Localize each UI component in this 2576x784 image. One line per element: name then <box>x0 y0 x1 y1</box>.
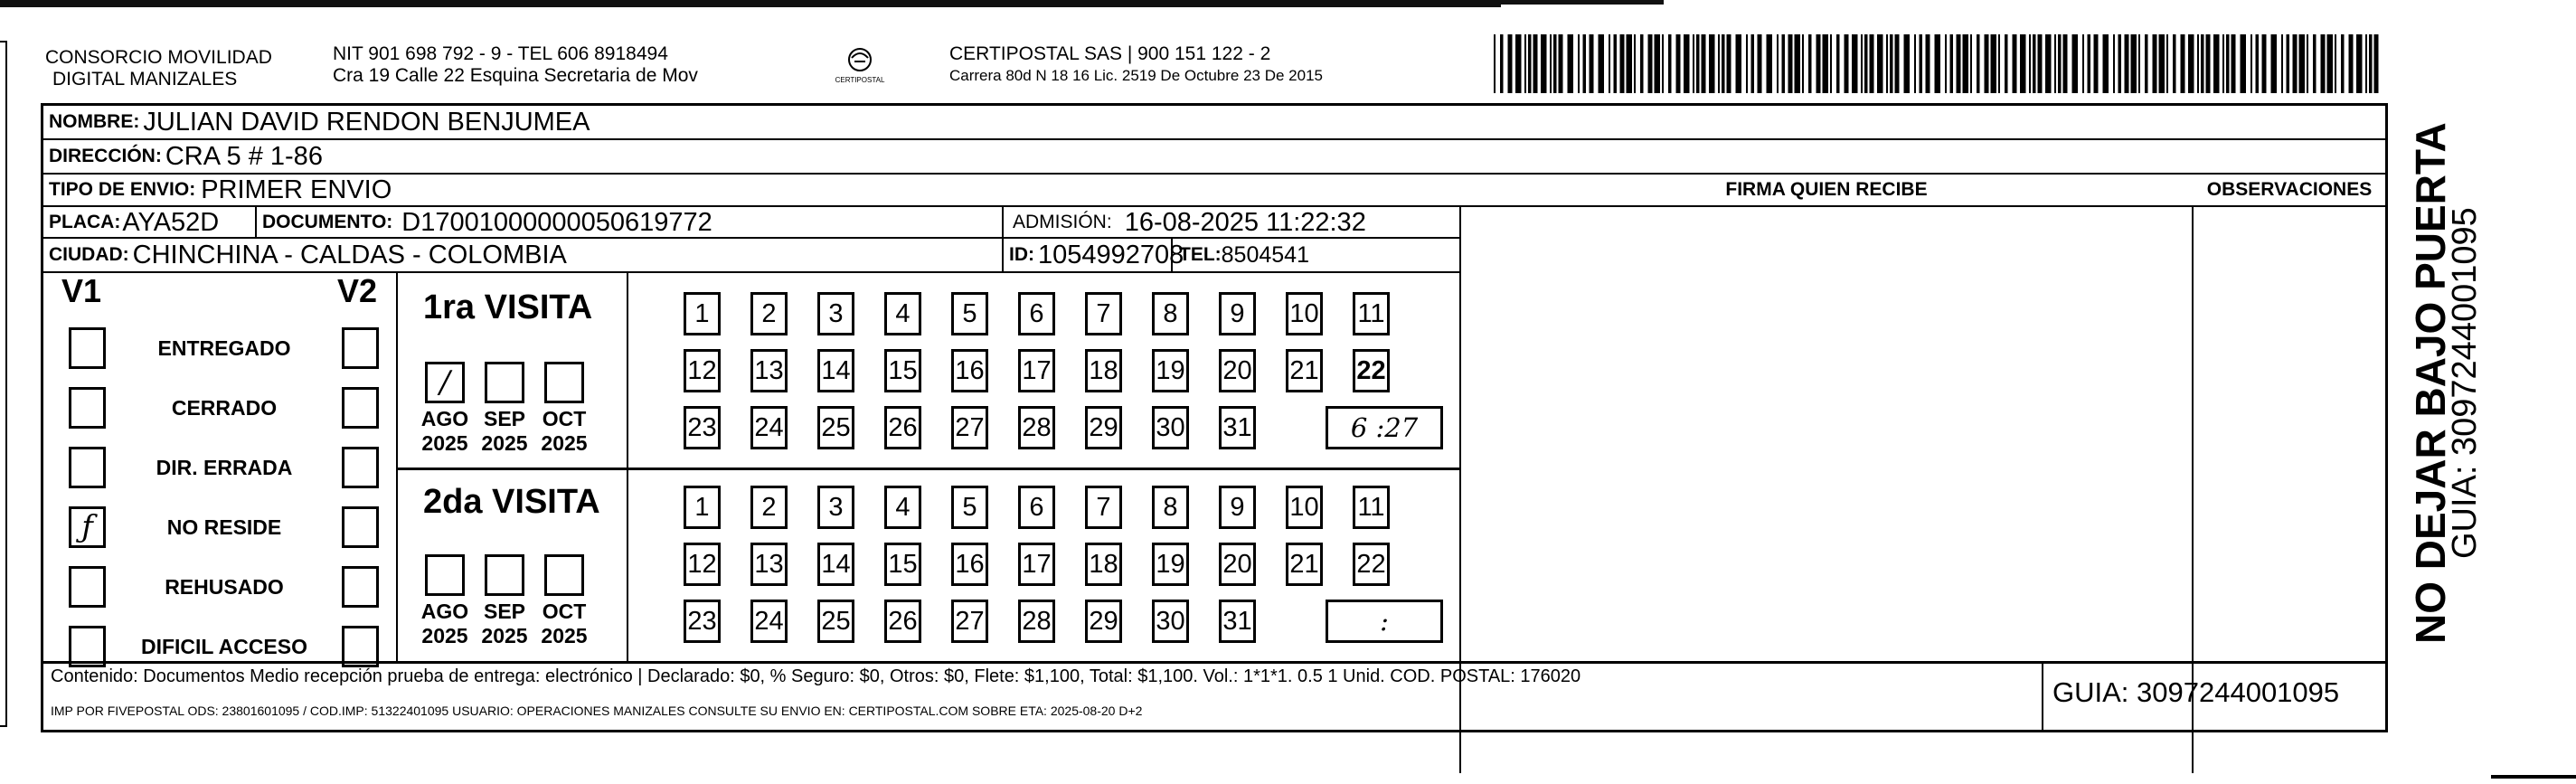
visit1-day-box: 14 <box>817 349 854 392</box>
barcode-bar <box>1599 34 1605 93</box>
visit1-month-name: SEP <box>483 407 526 430</box>
admision-label: ADMISIÓN: <box>1013 212 1112 232</box>
barcode-bar <box>1668 34 1672 93</box>
visit2-day-box: 23 <box>684 600 721 643</box>
status-label: ENTREGADO <box>157 336 291 360</box>
side-guia: GUIA: 3097244001095 <box>2446 207 2484 559</box>
barcode-bar <box>1718 34 1720 93</box>
footer-contenido: Contenido: Documentos Medio recepción prueba de entrega: electrónico | Declarado: $0, % Seguro: $0, Otros: $0, Flete: $1,100, Total: $1,100. Vol.: 1*1*1. 0.5 1 Unid. COD. POSTAL: 176020 <box>51 666 1581 686</box>
nombre-row <box>49 106 590 138</box>
visit2-day-box: 22 <box>1353 543 1390 586</box>
visit1-day-box: 28 <box>1018 406 1055 449</box>
visit1-month-label <box>533 407 596 456</box>
barcode-bar <box>2138 34 2140 93</box>
visit2-day-box: 18 <box>1085 543 1122 586</box>
direccion-value: CRA 5 # 1-86 <box>165 141 323 171</box>
barcode-bar <box>2173 34 2176 93</box>
v2-checkbox <box>342 327 379 369</box>
visit2-day-box: 17 <box>1018 543 1055 586</box>
visit2-day-box: 25 <box>817 600 854 643</box>
footer-box <box>41 664 2388 732</box>
barcode-bar <box>1795 34 1801 93</box>
visit1-day-box: 23 <box>684 406 721 449</box>
visit2-title: 2da VISITA <box>423 483 600 521</box>
visit2-day-box: 27 <box>951 600 988 643</box>
visit1-day-box: 19 <box>1152 349 1189 392</box>
barcode-bar <box>1970 34 1972 93</box>
visit2-day-box: 7 <box>1085 486 1122 529</box>
barcode-bar <box>2045 34 2052 93</box>
barcode-bar <box>2232 34 2236 93</box>
v2-checkbox <box>342 626 379 667</box>
status-label: CERRADO <box>171 396 278 420</box>
barcode-bar <box>2206 34 2211 93</box>
barcode-bar <box>1550 34 1552 93</box>
barcode-bar <box>2118 34 2122 93</box>
barcode-bar <box>1870 34 1874 93</box>
tipo-label: TIPO DE ENVIO: <box>49 179 196 200</box>
courier-info <box>949 43 1323 85</box>
barcode-bar <box>1991 34 1997 93</box>
barcode-bar <box>2287 34 2290 93</box>
company-info <box>333 43 698 87</box>
barcode-bar <box>1676 34 1681 93</box>
barcode-bar <box>2125 34 2129 93</box>
barcode-bar <box>1620 34 1625 93</box>
ciudad-cell <box>49 239 567 271</box>
visit2-day-box: 20 <box>1219 543 1256 586</box>
status-label: NO RESIDE <box>166 515 282 539</box>
visit1-month-year: 2025 <box>481 431 528 455</box>
barcode-bar <box>1861 34 1863 93</box>
visit2-month-year: 2025 <box>481 624 528 647</box>
barcode-bar <box>2256 34 2260 93</box>
visit2-month-label <box>413 600 477 648</box>
barcode-bar <box>1662 34 1664 93</box>
v2-checkbox <box>342 566 379 608</box>
documento-cell <box>262 207 712 238</box>
barcode-bar <box>1655 34 1661 93</box>
visit1-day-box: 15 <box>884 349 921 392</box>
barcode-bar <box>2197 34 2199 93</box>
visit1-day-box: 25 <box>817 406 854 449</box>
visit2-day-box: 19 <box>1152 543 1189 586</box>
barcode-bar <box>2063 34 2068 93</box>
status-label: DIFICIL ACCESO <box>140 635 307 658</box>
status-label: REHUSADO <box>165 575 284 599</box>
visit1-day-box: 1 <box>684 292 721 335</box>
visit2-day-box: 3 <box>817 486 854 529</box>
barcode-bar <box>1963 34 1969 93</box>
visit1-month-checkbox: / <box>425 362 465 403</box>
barcode-bar <box>2356 34 2363 93</box>
visit1-day-box: 2 <box>750 292 788 335</box>
v2-checkbox <box>342 387 379 429</box>
footer-imp: IMP POR FIVEPOSTAL ODS: 23801601095 / COD.IMP: 51322401095 USUARIO: OPERACIONES MANIZALES CONSULTE SU ENVIO EN: CERTIPOSTAL.COM SOBRE ETA: 2025-08-20 D+2 <box>51 704 1143 718</box>
tel-label: TEL: <box>1179 244 1222 265</box>
visit1-day-box: 17 <box>1018 349 1055 392</box>
barcode-bar <box>1578 34 1580 93</box>
barcode-bar <box>1836 34 1840 93</box>
visit1-month-label <box>473 407 536 456</box>
visit1-day-box: 6 <box>1018 292 1055 335</box>
observaciones-header: OBSERVACIONES <box>2206 179 2373 200</box>
admision-value: 16-08-2025 11:22:32 <box>1124 207 1366 237</box>
visit2-day-box: 26 <box>884 600 921 643</box>
barcode-bar <box>2299 34 2306 93</box>
delivery-form <box>41 103 2388 664</box>
id-cell <box>1009 239 1184 271</box>
tipo-value: PRIMER ENVIO <box>201 175 392 204</box>
visit2-day-box: 16 <box>951 543 988 586</box>
barcode-bar <box>2213 34 2220 93</box>
barcode-bar <box>1877 34 1883 93</box>
visit2-day-box: 28 <box>1018 600 1055 643</box>
visit1-month-name: AGO <box>420 407 469 430</box>
ciudad-value: CHINCHINA - CALDAS - COLOMBIA <box>132 240 567 269</box>
no-dejar-bajo-puerta: NO DEJAR BAJO PUERTA <box>2407 122 2454 644</box>
barcode-bar <box>1830 34 1832 93</box>
documento-value: D17001000000050619772 <box>401 207 712 237</box>
visit2-month-label <box>533 600 596 648</box>
v1-checkbox <box>69 447 106 488</box>
barcode-bar <box>1648 34 1653 93</box>
visit1-day-box: 11 <box>1353 292 1390 335</box>
visit1-month-label <box>413 407 477 456</box>
barcode-bar <box>2262 34 2267 93</box>
visit1-day-box: 16 <box>951 349 988 392</box>
company-info-line2: Cra 19 Calle 22 Esquina Secretaria de Mov <box>333 65 698 86</box>
certipostal-logo <box>834 42 886 94</box>
barcode-bar <box>1985 34 1989 93</box>
visit1-day-box: 10 <box>1286 292 1323 335</box>
ciudad-label: CIUDAD: <box>49 244 129 265</box>
barcode-bar <box>2313 34 2317 93</box>
visit2-day-box: 29 <box>1085 600 1122 643</box>
v2-label: V2 <box>337 272 378 309</box>
barcode-bar <box>1508 34 1513 93</box>
visit2-day-box: 5 <box>951 486 988 529</box>
barcode-bar <box>1895 34 1900 93</box>
top-edge-bar-2 <box>1501 0 1664 5</box>
barcode-bar <box>2369 34 2373 93</box>
visit1-day-box: 9 <box>1219 292 1256 335</box>
barcode <box>1494 34 2380 93</box>
barcode-bar <box>2365 34 2367 93</box>
visit2-day-box: 9 <box>1219 486 1256 529</box>
direccion-label: DIRECCIÓN: <box>49 146 162 166</box>
placa-value: AYA52D <box>122 207 220 237</box>
v1-checkbox: ƒ <box>69 506 106 548</box>
barcode-bar <box>1727 34 1731 93</box>
courier-line1: CERTIPOSTAL SAS | 900 151 122 - 2 <box>949 43 1271 64</box>
visit1-month-checkbox <box>544 362 584 403</box>
barcode-bar <box>2188 34 2194 93</box>
company-name <box>45 47 272 90</box>
visit2-day-box: 2 <box>750 486 788 529</box>
barcode-bar <box>1782 34 1786 93</box>
visit2-month-checkbox <box>544 554 584 596</box>
barcode-bar <box>2321 34 2326 93</box>
barcode-bar <box>1541 34 1547 93</box>
visit2-day-box: 14 <box>817 543 854 586</box>
courier-line2: Carrera 80d N 18 16 Lic. 2519 De Octubre 23 De 2015 <box>949 67 1323 84</box>
barcode-bar <box>2181 34 2185 93</box>
barcode-bar <box>1864 34 1868 93</box>
bottom-edge-mark <box>2491 775 2576 779</box>
barcode-bar <box>1533 34 1538 93</box>
barcode-bar <box>1583 34 1587 93</box>
barcode-bar <box>2033 34 2036 93</box>
barcode-bar <box>1684 34 1690 93</box>
barcode-bar <box>1528 34 1532 93</box>
barcode-bar <box>1935 34 1941 93</box>
tipo-row <box>49 175 392 205</box>
barcode-bar <box>2166 34 2168 93</box>
barcode-bar <box>2058 34 2062 93</box>
barcode-bar <box>2103 34 2109 93</box>
barcode-bar <box>2153 34 2157 93</box>
barcode-bar <box>1802 34 1804 93</box>
visit1-month-year: 2025 <box>541 431 588 455</box>
barcode-bar <box>1998 34 2000 93</box>
visit2-day-box: 12 <box>684 543 721 586</box>
barcode-bar <box>2349 34 2354 93</box>
visit2-day-box: 31 <box>1219 600 1256 643</box>
barcode-bar <box>1808 34 1812 93</box>
barcode-bar <box>1845 34 1849 93</box>
barcode-bar <box>1709 34 1715 93</box>
company-name-line1: CONSORCIO MOVILIDAD <box>45 47 272 68</box>
visit1-month-year: 2025 <box>421 431 468 455</box>
visit1-day-box: 7 <box>1085 292 1122 335</box>
barcode-bar <box>2038 34 2043 93</box>
footer-guia: GUIA: 3097244001095 <box>2052 676 2340 708</box>
barcode-bar <box>1758 34 1762 93</box>
v1-checkbox <box>69 387 106 429</box>
visit2-day-box: 11 <box>1353 486 1390 529</box>
barcode-bar <box>2088 34 2091 93</box>
barcode-bar <box>1777 34 1779 93</box>
barcode-bar <box>1722 34 1725 93</box>
visit1-day-box: 3 <box>817 292 854 335</box>
visit1-day-box: 24 <box>750 406 788 449</box>
visit1-day-box: 8 <box>1152 292 1189 335</box>
v1-checkbox <box>69 327 106 369</box>
visit1-time-box: 6 :27 <box>1326 406 1443 449</box>
certipostal-logo-text: CERTIPOSTAL <box>835 76 885 84</box>
nombre-label: NOMBRE: <box>49 111 140 132</box>
visit2-month-checkbox <box>485 554 524 596</box>
barcode-bar <box>1977 34 1980 93</box>
barcode-bar <box>2094 34 2099 93</box>
top-edge-bar <box>0 0 1501 7</box>
nombre-value: JULIAN DAVID RENDON BENJUMEA <box>143 107 590 137</box>
visit2-month-year: 2025 <box>541 624 588 647</box>
visit1-day-box: 22 <box>1353 349 1390 392</box>
visit2-month-year: 2025 <box>421 624 468 647</box>
barcode-bar <box>2145 34 2148 93</box>
barcode-bar <box>1950 34 1954 93</box>
left-edge-mark <box>0 41 7 727</box>
visit1-day-box: 12 <box>684 349 721 392</box>
barcode-bar <box>2271 34 2278 93</box>
visit2-day-box: 6 <box>1018 486 1055 529</box>
barcode-bar <box>2374 34 2379 93</box>
visit2-day-box: 24 <box>750 600 788 643</box>
visit2-day-box: 13 <box>750 543 788 586</box>
barcode-bar <box>1500 34 1504 93</box>
visit1-month-checkbox <box>485 362 524 403</box>
barcode-bar <box>1945 34 1947 93</box>
barcode-bar <box>2131 34 2137 93</box>
barcode-bar <box>2335 34 2336 93</box>
barcode-bar <box>1609 34 1610 93</box>
barcode-bar <box>2013 34 2017 93</box>
barcode-bar <box>1702 34 1706 93</box>
v2-checkbox <box>342 506 379 548</box>
barcode-bar <box>2226 34 2230 93</box>
barcode-bar <box>1886 34 1888 93</box>
v2-checkbox <box>342 447 379 488</box>
visit2-day-box: 30 <box>1152 600 1189 643</box>
tel-cell <box>1179 239 1309 271</box>
barcode-bar <box>2029 34 2031 93</box>
barcode-bar <box>1914 34 1916 93</box>
barcode-bar <box>2020 34 2026 93</box>
visit1-day-box: 27 <box>951 406 988 449</box>
barcode-bar <box>2159 34 2166 93</box>
tel-value: 8504541 <box>1221 241 1309 268</box>
visit1-day-box: 29 <box>1085 406 1122 449</box>
barcode-bar <box>1614 34 1618 93</box>
barcode-bar <box>1559 34 1563 93</box>
barcode-bar <box>2307 34 2308 93</box>
barcode-bar <box>2281 34 2283 93</box>
visit2-day-box: 10 <box>1286 486 1323 529</box>
barcode-bar <box>1767 34 1773 93</box>
status-label: DIR. ERRADA <box>156 456 293 479</box>
visit2-month-label <box>473 600 536 648</box>
barcode-bar <box>1494 34 1496 93</box>
visit1-title: 1ra VISITA <box>423 288 593 326</box>
company-info-line1: NIT 901 698 792 - 9 - TEL 606 8918494 <box>333 43 668 64</box>
visit2-time-box: : <box>1326 600 1443 643</box>
admision-cell <box>1013 207 1366 238</box>
visit1-day-box: 30 <box>1152 406 1189 449</box>
barcode-bar <box>2113 34 2115 93</box>
barcode-bar <box>1788 34 1793 93</box>
visit1-day-box: 4 <box>884 292 921 335</box>
visit2-day-box: 15 <box>884 543 921 586</box>
visit1-day-box: 13 <box>750 349 788 392</box>
company-name-line2: DIGITAL MANIZALES <box>52 69 238 90</box>
visit1-day-box: 31 <box>1219 406 1256 449</box>
barcode-bar <box>2250 34 2252 93</box>
v1-checkbox <box>69 566 106 608</box>
visit2-day-box: 8 <box>1152 486 1189 529</box>
barcode-bar <box>1515 34 1522 93</box>
barcode-bar <box>1816 34 1821 93</box>
visit1-day-box: 18 <box>1085 349 1122 392</box>
barcode-bar <box>2082 34 2084 93</box>
id-value: 1054992708 <box>1038 240 1184 269</box>
barcode-bar <box>2005 34 2008 93</box>
barcode-bar <box>2293 34 2298 93</box>
barcode-bar <box>1926 34 1930 93</box>
barcode-bar <box>2241 34 2247 93</box>
visit1-month-name: OCT <box>542 407 587 430</box>
barcode-bar <box>1627 34 1633 93</box>
barcode-bar <box>1751 34 1755 93</box>
barcode-bar <box>2201 34 2204 93</box>
visit2-day-box: 4 <box>884 486 921 529</box>
visit2-month-checkbox <box>425 554 465 596</box>
documento-label: DOCUMENTO: <box>262 212 393 232</box>
barcode-bar <box>1823 34 1829 93</box>
barcode-bar <box>1696 34 1700 93</box>
placa-label: PLACA: <box>49 212 121 232</box>
firma-header: FIRMA QUIEN RECIBE <box>1725 179 1928 200</box>
barcode-bar <box>1736 34 1742 93</box>
barcode-bar <box>2327 34 2334 93</box>
barcode-bar <box>1634 34 1636 93</box>
barcode-bar <box>1590 34 1594 93</box>
barcode-bar <box>2222 34 2224 93</box>
barcode-bar <box>2054 34 2056 93</box>
visit2-month-name: OCT <box>542 600 587 623</box>
direccion-row <box>49 140 323 173</box>
visit1-day-box: 20 <box>1219 349 1256 392</box>
placa-cell <box>49 207 219 238</box>
barcode-bar <box>1553 34 1557 93</box>
barcode-bar <box>1890 34 1893 93</box>
visit2-day-box: 1 <box>684 486 721 529</box>
barcode-bar <box>1920 34 1923 93</box>
barcode-bar <box>1746 34 1748 93</box>
visit2-month-name: AGO <box>420 600 469 623</box>
barcode-bar <box>1693 34 1694 93</box>
visit2-month-name: SEP <box>483 600 526 623</box>
barcode-bar <box>1957 34 1961 93</box>
visit1-day-box: 21 <box>1286 349 1323 392</box>
barcode-bar <box>2341 34 2345 93</box>
barcode-bar <box>1524 34 1526 93</box>
barcode-bar <box>1904 34 1911 93</box>
visit2-day-box: 21 <box>1286 543 1323 586</box>
barcode-bar <box>2072 34 2079 93</box>
barcode-bar <box>1852 34 1858 93</box>
v1-checkbox <box>69 626 106 667</box>
visit1-day-box: 26 <box>884 406 921 449</box>
barcode-bar <box>1640 34 1644 93</box>
barcode-bar <box>1568 34 1574 93</box>
v1-label: V1 <box>61 272 102 309</box>
visit1-day-box: 5 <box>951 292 988 335</box>
id-label: ID: <box>1009 244 1034 265</box>
